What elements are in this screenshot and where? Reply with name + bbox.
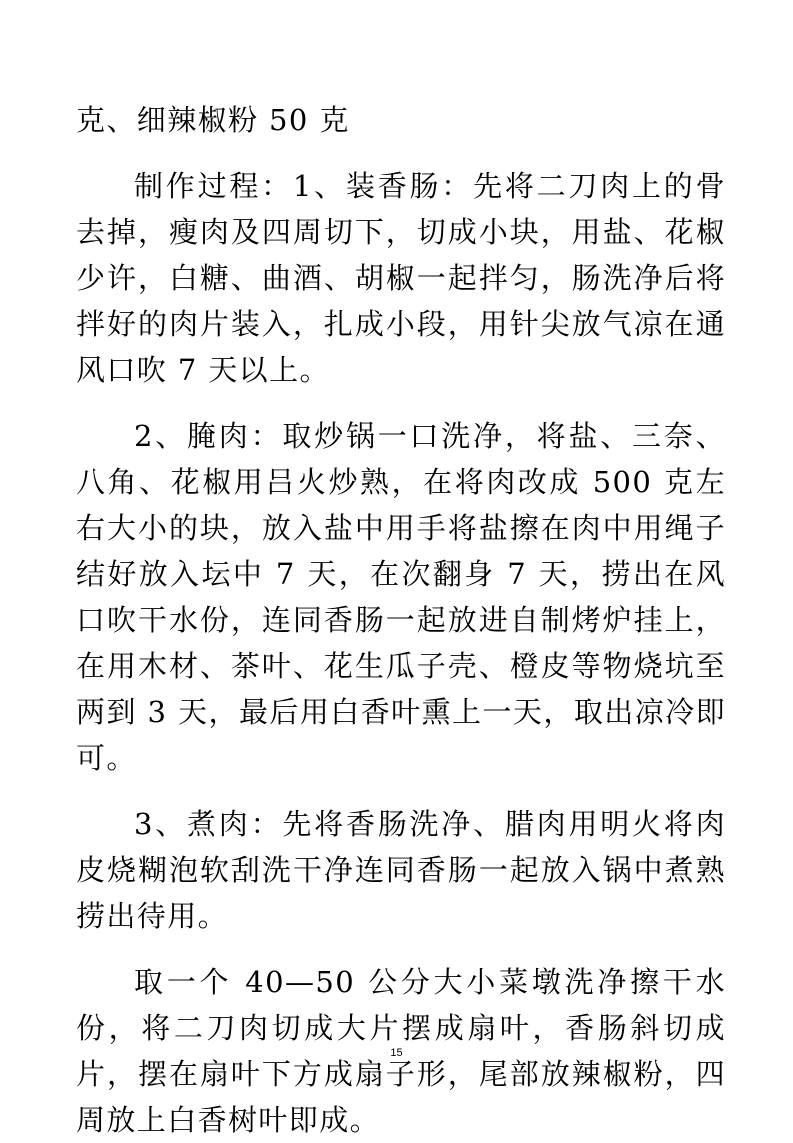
paragraph-step-1-sausage: 制作过程：1、装香肠：先将二刀肉上的骨去掉，瘦肉及四周切下，切成小块，用盐、花椒少许，白糖、曲酒、胡椒一起拌匀，肠洗净后将拌好的肉片装入，扎成小段，用针尖放气凉在通风口吹 7 天以上。 <box>76 169 726 387</box>
paragraph-step-2-curing: 2、腌肉：取炒锅一口洗净，将盐、三奈、八角、花椒用吕火炒熟，在将肉改成 500 克左右大小的块，放入盐中用手将盐擦在肉中用绳子结好放入坛中 7 天，在次翻身 7 天，捞出在风口吹干水份，连同香肠一起放进自制烤炉挂上，在用木材、茶叶、花生瓜子壳、橙皮等物烧坑至两到 3 天，最后用白香叶熏上一天，取出凉冷即可。 <box>76 419 726 775</box>
page-number: 15 <box>390 1047 403 1059</box>
paragraph-plating: 取一个 40—50 公分大小菜墩洗净擦干水份，将二刀肉切成大片摆成扇叶，香肠斜切成片，摆在扇叶下方成扇子形，尾部放辣椒粉，四周放上白香树叶即成。 <box>76 965 726 1137</box>
document-body <box>76 97 726 1143</box>
paragraph-step-3-boiling: 3、煮肉：先将香肠洗净、腊肉用明火将肉皮烧糊泡软刮洗干净连同香肠一起放入锅中煮熟捞出待用。 <box>76 807 726 933</box>
paragraph-ingredients-end: 克、细辣椒粉 50 克 <box>76 103 350 137</box>
